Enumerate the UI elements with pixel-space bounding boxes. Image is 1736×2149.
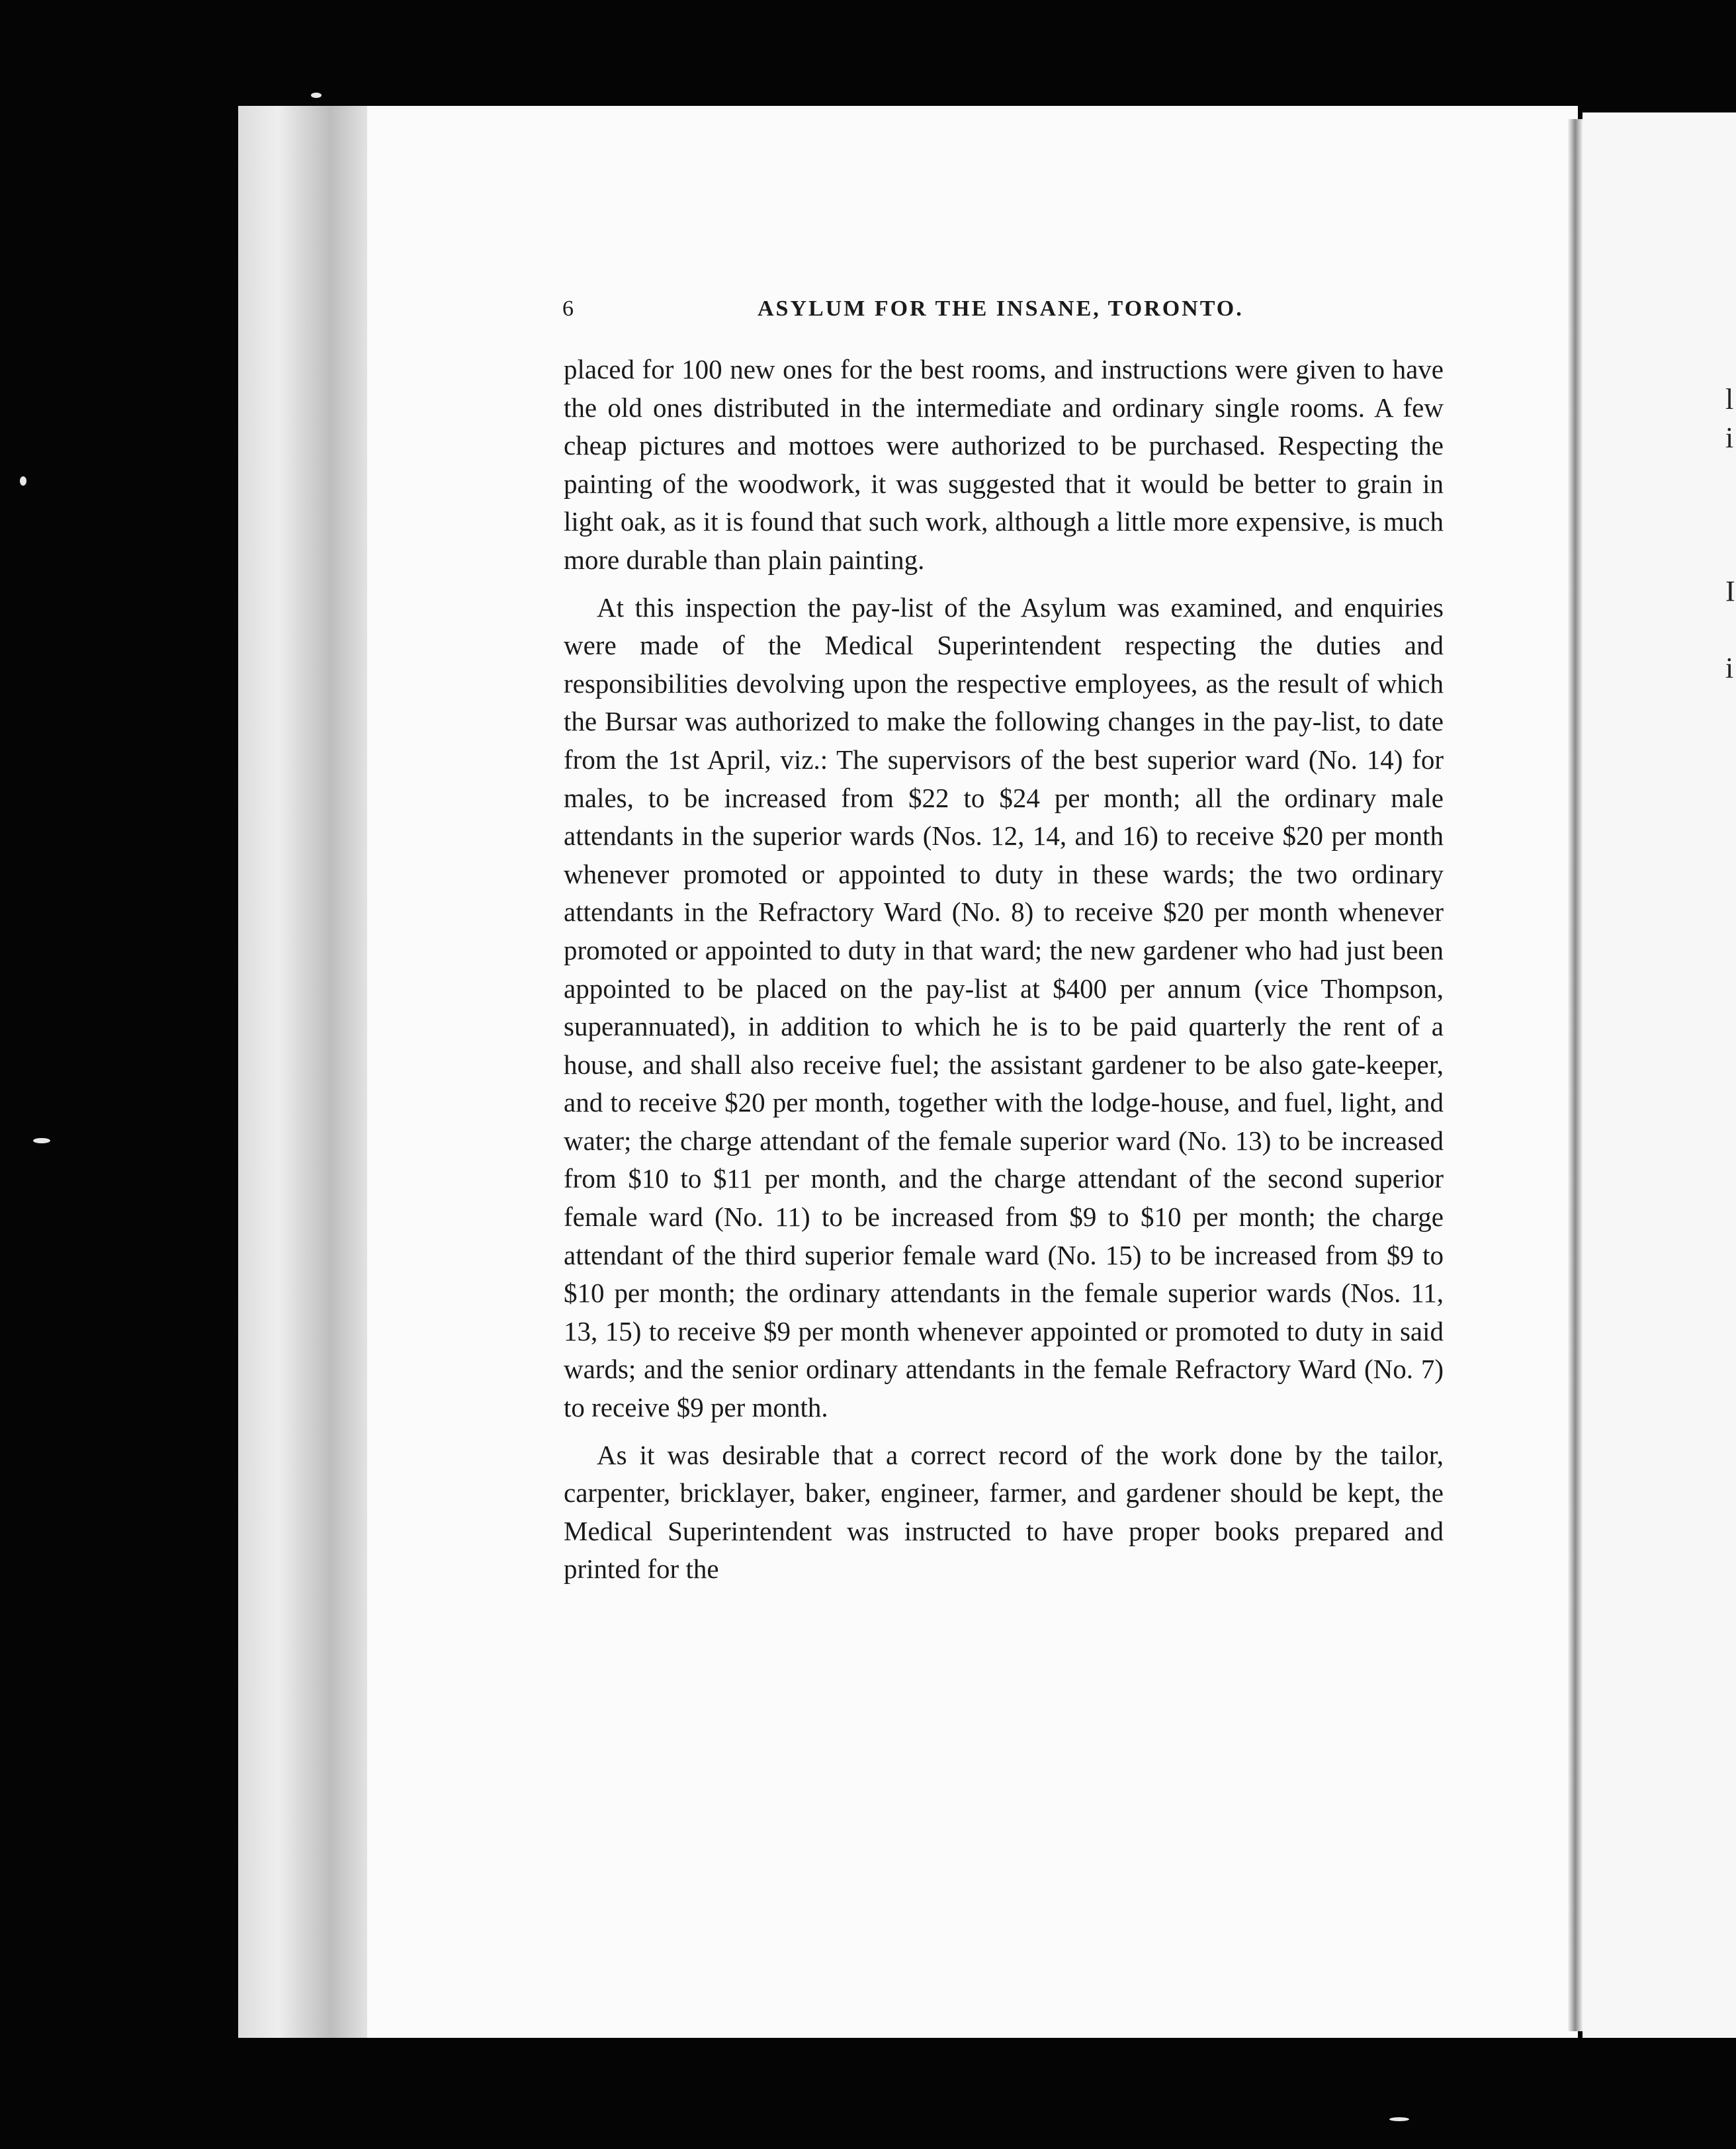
scan-speck	[33, 1138, 50, 1143]
page-number: 6	[562, 296, 574, 321]
scan-speck	[20, 476, 26, 486]
scan-speck	[1389, 2117, 1409, 2121]
body-text	[564, 351, 1444, 1598]
paragraph-1: placed for 100 new ones for the best rooms, and instructions were given to have the old ones distributed in the intermediate and ordinary single rooms. A few cheap pictures and mottoes were authorized to be purchased. Respecting the painting of the woodwork, it was suggested that it would be better to grain in light oak, as it is found that such work, although a little more expensive, is much more durable than plain painting.	[564, 354, 1444, 575]
running-head	[562, 291, 1442, 331]
paragraph-2: At this inspection the pay-list of the Asylum was examined, and enquiries were made of the Medical Superintendent respecting the duties and responsibilities devolving upon the respective employees, as the result of which the Bursar was authorized to make the following changes in the pay-list, to date from the 1st April, viz.: The supervisors of the best superior ward (No. 14) for males, to be increased from $22 to $24 per month; all the ordinary male attendants in the superior wards (Nos. 12, 14, and 16) to receive $20 per month whenever promoted or appointed to duty in these wards; the two ordinary attendants in the Refractory Ward (No. 8) to receive $20 per month whenever promoted or appointed to duty in that ward; the new gardener who had just been appointed to be placed on the pay-list at $400 per annum (vice Thompson, superannuated), in addition to which he is to be paid quarterly the rent of a house, and shall also receive fuel; the assistant gardener to be also gate-keeper, and to receive $20 per month, together with the lodge-house, and fuel, light, and water; the charge attendant of the female superior ward (No. 13) to be increased from $10 to $11 per month, and the charge attendant of the second superior female ward (No. 11) to be increased from $9 to $10 per month; the charge attendant of the third superior female ward (No. 15) to be increased from $9 to $10 per month; the ordinary attendants in the female superior wards (Nos. 11, 13, 15) to receive $9 per month whenever appointed or promoted to duty in said wards; and the senior ordinary attendants in the female Refractory Ward (No. 7) to receive $9 per month.	[564, 592, 1444, 1423]
paragraph-3: As it was desirable that a correct record of the work done by the tailor, carpenter, bricklayer, baker, engineer, farmer, and gardener should be kept, the Medical Superintendent was instructed to have proper books prepared and printed for the	[564, 1439, 1444, 1585]
page-fold	[1568, 119, 1583, 2031]
adjacent-page	[1583, 112, 1736, 2038]
running-title: ASYLUM FOR THE INSANE, TORONTO.	[758, 296, 1244, 321]
adjacent-page-text: l i I i	[1725, 383, 1735, 684]
page-gutter-shadow	[238, 106, 370, 2038]
scan-speck	[311, 93, 322, 98]
